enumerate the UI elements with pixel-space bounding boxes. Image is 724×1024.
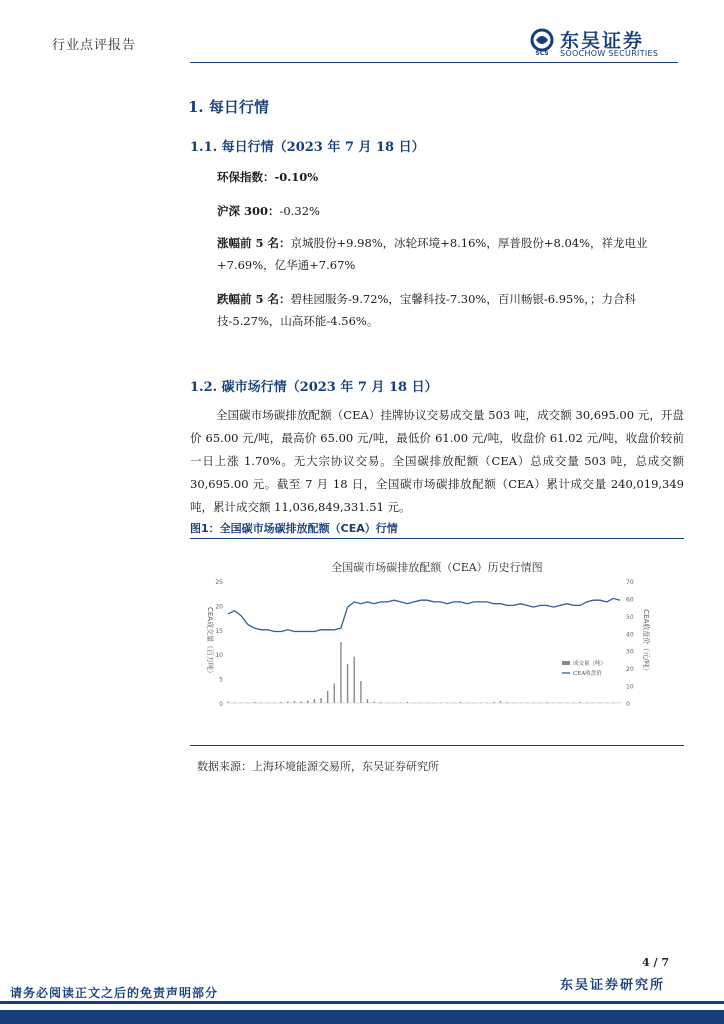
cea-history-chart <box>190 539 684 747</box>
legend-volume-label: 成交量（吨） <box>573 661 607 667</box>
volume-bar <box>340 642 341 703</box>
chart-legend <box>562 659 606 677</box>
brand-name-en: SOOCHOW SECURITIES <box>560 49 659 58</box>
losers-label: 跌幅前 5 名： <box>217 292 291 306</box>
volume-bar <box>493 702 494 703</box>
volume-bar <box>500 701 501 703</box>
gainers-label: 涨幅前 5 名： <box>217 236 291 250</box>
svg-text:SCS: SCS <box>535 50 549 56</box>
page-number: 4 / 7 <box>642 956 669 969</box>
volume-bar <box>294 701 295 703</box>
chart-title: 全国碳市场碳排放配额（CEA）历史行情图 <box>331 561 543 574</box>
y-left-tick-label: 5 <box>219 676 223 684</box>
y-left-tick-label: 15 <box>215 627 223 635</box>
price-line <box>228 598 620 631</box>
figure-caption: 图1：全国碳市场碳排放配额（CEA）行情 <box>190 522 398 535</box>
footer-bar <box>0 1010 724 1024</box>
volume-bar <box>314 699 315 703</box>
soochow-logo-icon <box>528 28 556 56</box>
gainers-text: 京城股份+9.98%，冰轮环境+8.16%，厚普股份+8.04%，祥龙电业+7.69%，亿华通+7.67% <box>217 236 648 272</box>
data-source-note: 数据来源：上海环境能源交易所，东吴证券研究所 <box>197 760 439 773</box>
volume-bar <box>334 683 335 703</box>
carbon-market-paragraph: 全国碳市场碳排放配额（CEA）挂牌协议交易成交量 503 吨，成交额 30,695.00 元，开盘价 65.00 元/吨，最高价 65.00 元/吨，最低价 61.00 元/吨，收盘价 61.02 元/吨，收盘价较前一日上涨 1.70%。无大宗协议交易。全国碳排放配额（CEA）总成交量 503 吨，总成交额 30,695.00 元。截至 7 月 18 日，全国碳市场碳排放配额（CEA）累计成交量 240,019,349 吨，累计成交额 11,036,849,331.51 元。 <box>190 408 684 514</box>
volume-bar <box>347 664 348 703</box>
footer-divider <box>0 1001 724 1004</box>
volume-bar <box>354 657 355 703</box>
y-right-tick-label: 40 <box>626 631 634 639</box>
hs300-value: -0.32% <box>279 204 320 218</box>
y-right-tick-label: 30 <box>626 648 634 656</box>
y-left-axis-title: CEA成交量（百万吨） <box>206 606 214 678</box>
report-type-label: 行业点评报告 <box>52 38 137 53</box>
footer-disclaimer: 请务必阅读正文之后的免责声明部分 <box>10 986 219 1000</box>
y-left-tick-label: 25 <box>215 579 223 586</box>
subsection-heading-carbon: 1.2. 碳市场行情（2023 年 7 月 18 日） <box>190 380 438 395</box>
volume-bar <box>300 702 301 703</box>
y-right-axis-title: CEA收盘价（元/吨） <box>642 609 650 675</box>
legend-price-label: CEA收盘价 <box>573 671 602 677</box>
volume-bar <box>373 702 374 703</box>
volume-bar <box>407 702 408 703</box>
volume-bar <box>227 702 228 703</box>
y-right-tick-label: 50 <box>626 613 634 621</box>
volume-bar <box>460 702 461 703</box>
brand-name-cn: 东吴证券 <box>560 30 645 52</box>
header-divider <box>190 62 678 63</box>
env-index-value: -0.10% <box>274 170 319 184</box>
subsection-heading-daily: 1.1. 每日行情（2023 年 7 月 18 日） <box>190 140 425 155</box>
y-left-tick-label: 0 <box>219 701 223 708</box>
y-left-tick-label: 20 <box>215 603 223 611</box>
chart-axes <box>206 579 651 708</box>
volume-bar <box>254 702 255 703</box>
volume-bar <box>327 691 328 703</box>
losers-text: 碧桂园服务-9.72%，宝馨科技-7.30%，百川畅银-6.95%，；力合科技-5.27%，山高环能-4.56%。 <box>217 292 637 328</box>
y-right-tick-label: 60 <box>626 596 634 604</box>
losers-paragraph <box>217 288 683 332</box>
volume-bar <box>367 699 368 703</box>
price-series-line <box>228 598 620 631</box>
section-heading: 1. 每日行情 <box>188 98 269 116</box>
volume-bar <box>579 702 580 703</box>
volume-bar <box>320 698 321 703</box>
hs300-label: 沪深 300： <box>217 204 280 218</box>
volume-bar <box>360 681 361 703</box>
hs300-line <box>217 200 683 222</box>
y-right-tick-label: 0 <box>626 701 630 708</box>
y-right-tick-label: 70 <box>626 579 634 586</box>
volume-bar <box>546 702 547 703</box>
footer-institute: 东吴证券研究所 <box>560 978 666 993</box>
gainers-paragraph <box>217 232 683 276</box>
volume-bar <box>380 702 381 703</box>
volume-bar <box>506 702 507 703</box>
figure-frame <box>190 538 684 746</box>
y-right-tick-label: 10 <box>626 683 634 691</box>
y-right-tick-label: 20 <box>626 666 634 674</box>
volume-bars <box>227 642 620 703</box>
volume-bar <box>307 701 308 703</box>
env-index-label: 环保指数： <box>217 170 275 184</box>
legend-volume-swatch <box>562 661 570 665</box>
brand-logo <box>528 26 678 60</box>
env-index-line <box>217 166 683 188</box>
volume-bar <box>287 702 288 703</box>
y-left-tick-label: 10 <box>215 652 223 660</box>
volume-bar <box>280 702 281 703</box>
